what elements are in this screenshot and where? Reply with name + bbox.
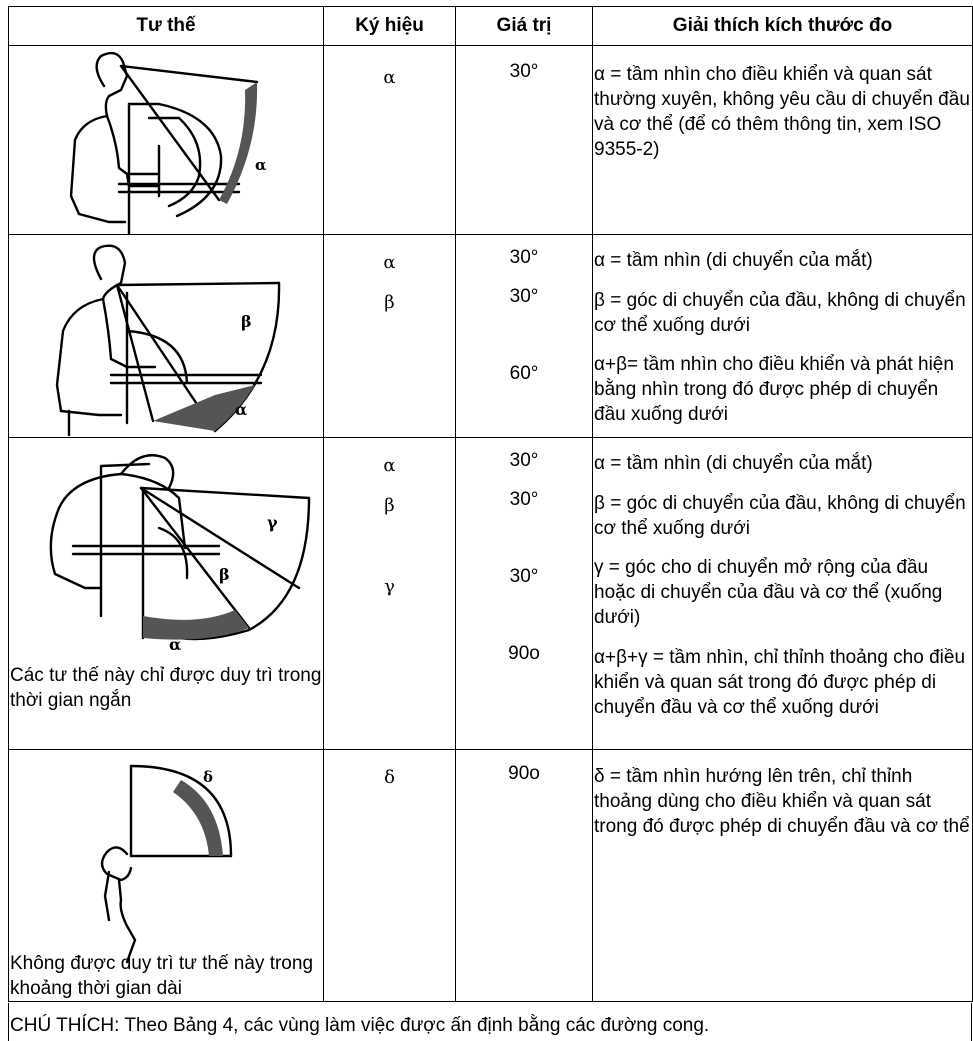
symbol-delta: δ [384, 767, 395, 788]
header-explanation: Giải thích kích thước đo [593, 7, 973, 46]
posture-table [8, 6, 973, 1002]
explanation-cell [593, 235, 973, 438]
posture-cell [9, 438, 324, 750]
symbol-beta: β [384, 495, 395, 516]
value-text: 30° [509, 566, 539, 587]
value-text: 30° [509, 489, 539, 510]
posture-caption: Các tư thế này chỉ được duy trì trong thời gian ngắn [10, 665, 322, 711]
explanation-text: α = tầm nhìn (di chuyển của mắt) [594, 250, 873, 271]
delta-label: δ [203, 768, 214, 786]
posture-cell [9, 750, 324, 1002]
header-row [9, 7, 973, 46]
explanation-cell [593, 750, 973, 1002]
explanation-text: δ = tầm nhìn hướng lên trên, chỉ thỉnh thoảng dùng cho điều khiển và quan sát trong đó được phép di chuyển đầu và cơ thể [594, 766, 970, 837]
value-text: 30° [509, 247, 539, 268]
header-posture: Tư thế [9, 7, 324, 46]
beta-label: β [241, 312, 252, 331]
value-cell [456, 46, 593, 235]
symbol-cell [324, 235, 456, 438]
symbol-cell [324, 46, 456, 235]
beta-label: β [219, 565, 230, 584]
explanation-cell [593, 46, 973, 235]
explanation-text: α = tầm nhìn cho điều khiển và quan sát thường xuyên, không yêu cầu di chuyển đầu và cơ thể (để có thêm thông tin, xem ISO 9355-2) [594, 64, 970, 160]
posture-cell [9, 46, 324, 235]
value-text: 90o [508, 763, 540, 784]
explanation-text: β = góc di chuyển của đầu, không di chuyển cơ thể xuống dưới [594, 290, 966, 336]
seated-posture-figure [9, 46, 323, 235]
value-cell [456, 438, 593, 750]
symbol-cell [324, 438, 456, 750]
symbol-gamma: γ [384, 576, 395, 597]
gamma-label: γ [267, 513, 278, 532]
table-row [9, 438, 973, 750]
value-cell [456, 750, 593, 1002]
posture-cell [9, 235, 324, 438]
explanation-cell [593, 438, 973, 750]
value-cell [456, 235, 593, 438]
symbol-alpha: α [383, 67, 396, 88]
alpha-label: α [169, 635, 182, 654]
symbol-beta: β [384, 292, 395, 313]
value-text: 30° [509, 61, 539, 82]
explanation-text: β = góc di chuyển của đầu, không di chuyển cơ thể xuống dưới [594, 493, 966, 539]
symbol-cell [324, 750, 456, 1002]
seated-posture-figure [9, 235, 323, 438]
explanation-text: α+β+γ = tầm nhìn, chỉ thỉnh thoảng cho điều khiển và quan sát trong đó được phép di chuyển đầu và cơ thể xuống dưới [594, 647, 966, 718]
table-row [9, 235, 973, 438]
table-row [9, 46, 973, 235]
explanation-text: α+β= tầm nhìn cho điều khiển và phát hiện bằng nhìn trong đó được phép di chuyển đầu xuống dưới [594, 354, 954, 425]
alpha-label: α [255, 156, 267, 174]
value-text: 60° [509, 363, 539, 384]
table-row [9, 750, 973, 1002]
table-note: CHÚ THÍCH: Theo Bảng 4, các vùng làm việc được ấn định bằng các đường cong. [8, 1003, 972, 1041]
alpha-label: α [235, 400, 248, 419]
explanation-text: γ = góc cho di chuyển mở rộng của đầu hoặc di chuyển của đầu và cơ thể (xuống dưới) [594, 557, 943, 628]
symbol-alpha: α [383, 252, 396, 273]
value-text: 30° [509, 286, 539, 307]
value-text: 90o [508, 643, 540, 664]
header-value: Giá trị [456, 7, 593, 46]
header-symbol: Ký hiệu [324, 7, 456, 46]
value-text: 30° [509, 450, 539, 471]
symbol-alpha: α [383, 455, 396, 476]
explanation-text: α = tầm nhìn (di chuyển của mắt) [594, 453, 873, 474]
posture-caption: Không được duy trì tư thế này trong khoảng thời gian dài [10, 953, 314, 999]
